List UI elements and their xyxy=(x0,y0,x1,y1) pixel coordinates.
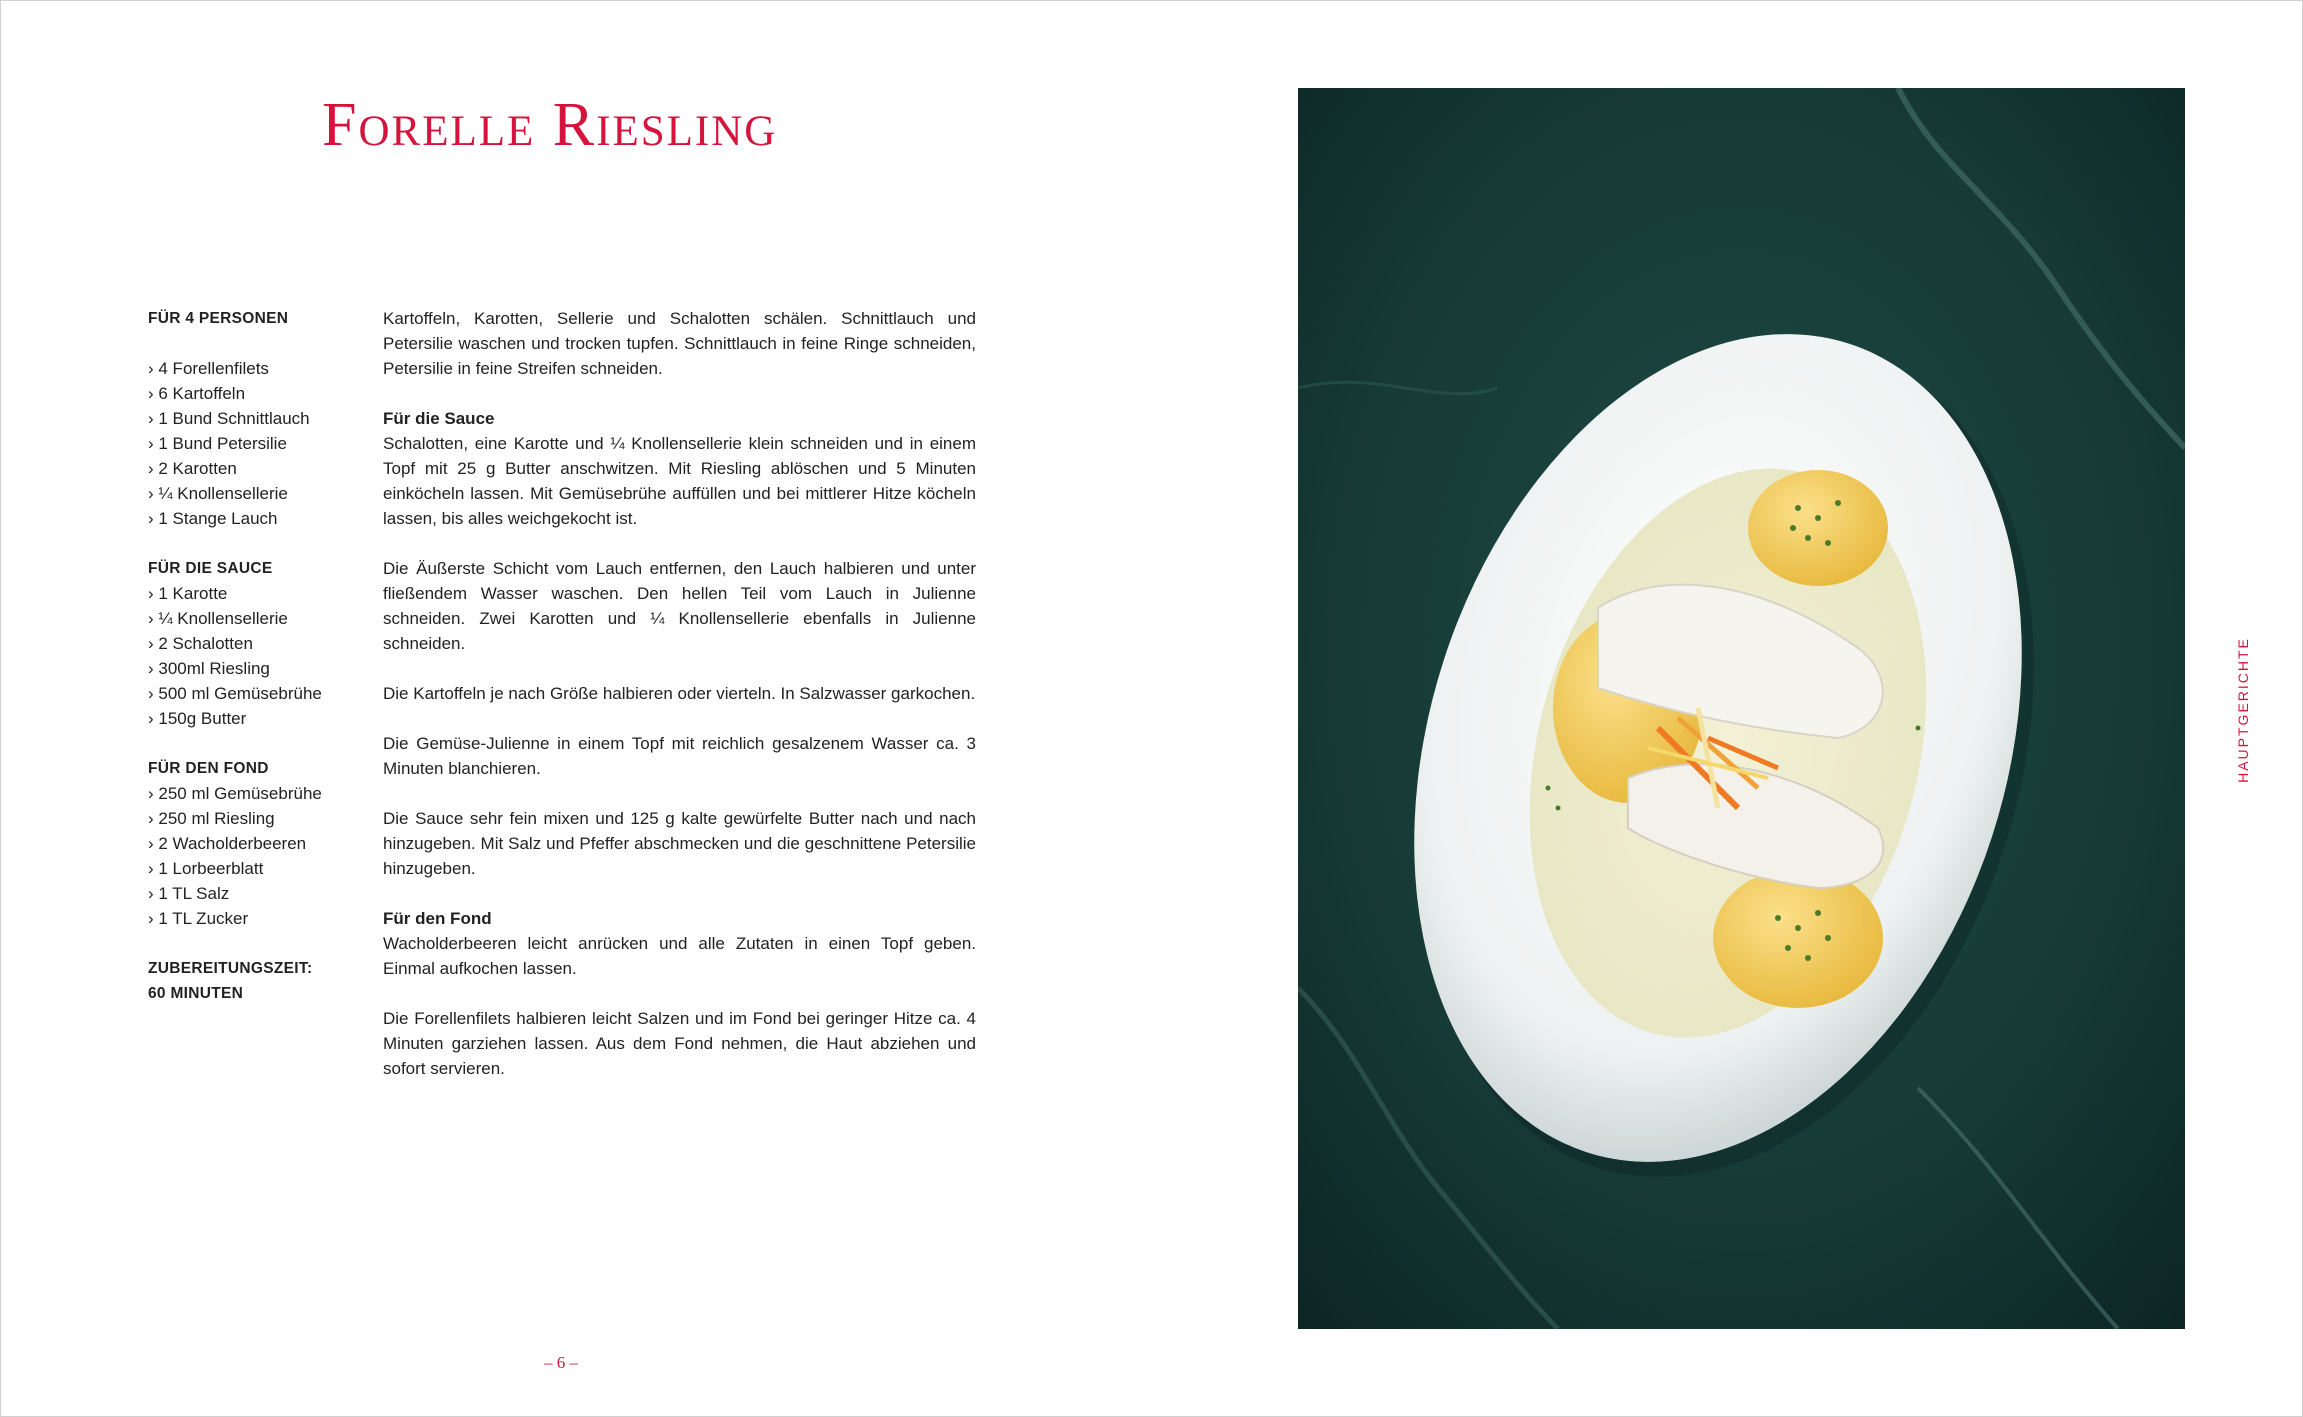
instructions-column xyxy=(383,306,976,1106)
ingredient-item: › 1 Karotte xyxy=(148,584,228,603)
ingredient-item: › ¼ Knollensellerie xyxy=(148,609,288,628)
ingredient-item: › 4 Forellenfilets xyxy=(148,359,269,378)
ingredient-item: › 1 Bund Schnittlauch xyxy=(148,409,310,428)
instruction-paragraph: Wacholderbeeren leicht anrücken und alle Zutaten in einen Topf geben. Einmal aufkochen lassen. xyxy=(383,934,976,978)
prep-time-label: ZUBEREITUNGSZEIT: xyxy=(148,960,313,977)
ingredient-item: › 150g Butter xyxy=(148,709,247,728)
ingredient-item: › 1 Stange Lauch xyxy=(148,509,278,528)
instruction-paragraph: Die Forellenfilets halbieren leicht Salzen und im Fond bei geringer Hitze ca. 4 Minuten garziehen lassen. Aus dem Fond nehmen, die Haut abziehen und sofort servieren. xyxy=(383,1009,976,1078)
main-ingredients-list xyxy=(148,356,378,531)
instruction-paragraph: Die Äußerste Schicht vom Lauch entfernen, den Lauch halbieren und unter fließendem Wasser waschen. Den hellen Teil vom Lauch in Julienne schneiden. Zwei Karotten und ¼ Knollensellerie ebenfalls in Julienne schneiden. xyxy=(383,559,976,653)
fond-group-title: FÜR DEN FOND xyxy=(148,760,269,777)
ingredient-item: › 2 Karotten xyxy=(148,459,237,478)
page-number: – 6 – xyxy=(544,1353,578,1372)
main-ingredients-group xyxy=(148,356,378,531)
prep-time-value: 60 MINUTEN xyxy=(148,985,244,1002)
ingredient-item: › 300ml Riesling xyxy=(148,659,270,678)
sauce-group-title: FÜR DIE SAUCE xyxy=(148,560,273,577)
ingredient-item: › 1 Bund Petersilie xyxy=(148,434,287,453)
ingredient-item: › 1 TL Zucker xyxy=(148,909,249,928)
chapter-side-label-text: HAUPTGERICHTE xyxy=(2235,637,2251,783)
ingredient-item: › 250 ml Riesling xyxy=(148,809,275,828)
ingredient-item: › 250 ml Gemüsebrühe xyxy=(148,784,322,803)
instruction-paragraph: Schalotten, eine Karotte und ¼ Knollensellerie klein schneiden und in einem Topf mit 25 g Butter anschwitzen. Mit Riesling ablöschen und 5 Minuten einköcheln lassen. Mit Gemüsebrühe auffüllen und bei mittlerer Hitze köcheln lassen, bis alles weichgekocht ist. xyxy=(383,434,976,528)
instruction-paragraph: Die Sauce sehr fein mixen und 125 g kalte gewürfelte Butter nach und nach hinzugeben. Mit Salz und Pfeffer abschmecken und die geschnittene Petersilie hinzugeben. xyxy=(383,809,976,878)
fond-ingredients-list xyxy=(148,781,378,931)
instruction-paragraph: Die Gemüse-Julienne in einem Topf mit reichlich gesalzenem Wasser ca. 3 Minuten blanchieren. xyxy=(383,734,976,778)
fond-ingredients-group xyxy=(148,756,378,931)
ingredient-item: › 1 Lorbeerblatt xyxy=(148,859,264,878)
dish-photo xyxy=(1298,88,2185,1329)
recipe-title: Forelle Riesling xyxy=(322,91,778,159)
servings-label: FÜR 4 PERSONEN xyxy=(148,310,289,327)
ingredient-item: › 2 Wacholderbeeren xyxy=(148,834,307,853)
ingredient-item: › 500 ml Gemüsebrühe xyxy=(148,684,322,703)
instruction-paragraph: Kartoffeln, Karotten, Sellerie und Schalotten schälen. Schnittlauch und Petersilie waschen und trocken tupfen. Schnittlauch in feine Ringe schneiden, Petersilie in feine Streifen schneiden. xyxy=(383,309,976,378)
ingredient-item: › 1 TL Salz xyxy=(148,884,230,903)
sauce-ingredients-list xyxy=(148,581,378,731)
ingredient-item: › 6 Kartoffeln xyxy=(148,384,246,403)
instruction-paragraph: Die Kartoffeln je nach Größe halbieren oder vierteln. In Salzwasser garkochen. xyxy=(383,684,976,703)
ingredient-item: › ¼ Knollensellerie xyxy=(148,484,288,503)
ingredient-item: › 2 Schalotten xyxy=(148,634,253,653)
ingredients-column xyxy=(148,306,378,1006)
sauce-heading: Für die Sauce xyxy=(383,409,495,428)
sauce-ingredients-group xyxy=(148,556,378,731)
fond-heading: Für den Fond xyxy=(383,909,492,928)
chapter-side-label xyxy=(2235,637,2251,783)
